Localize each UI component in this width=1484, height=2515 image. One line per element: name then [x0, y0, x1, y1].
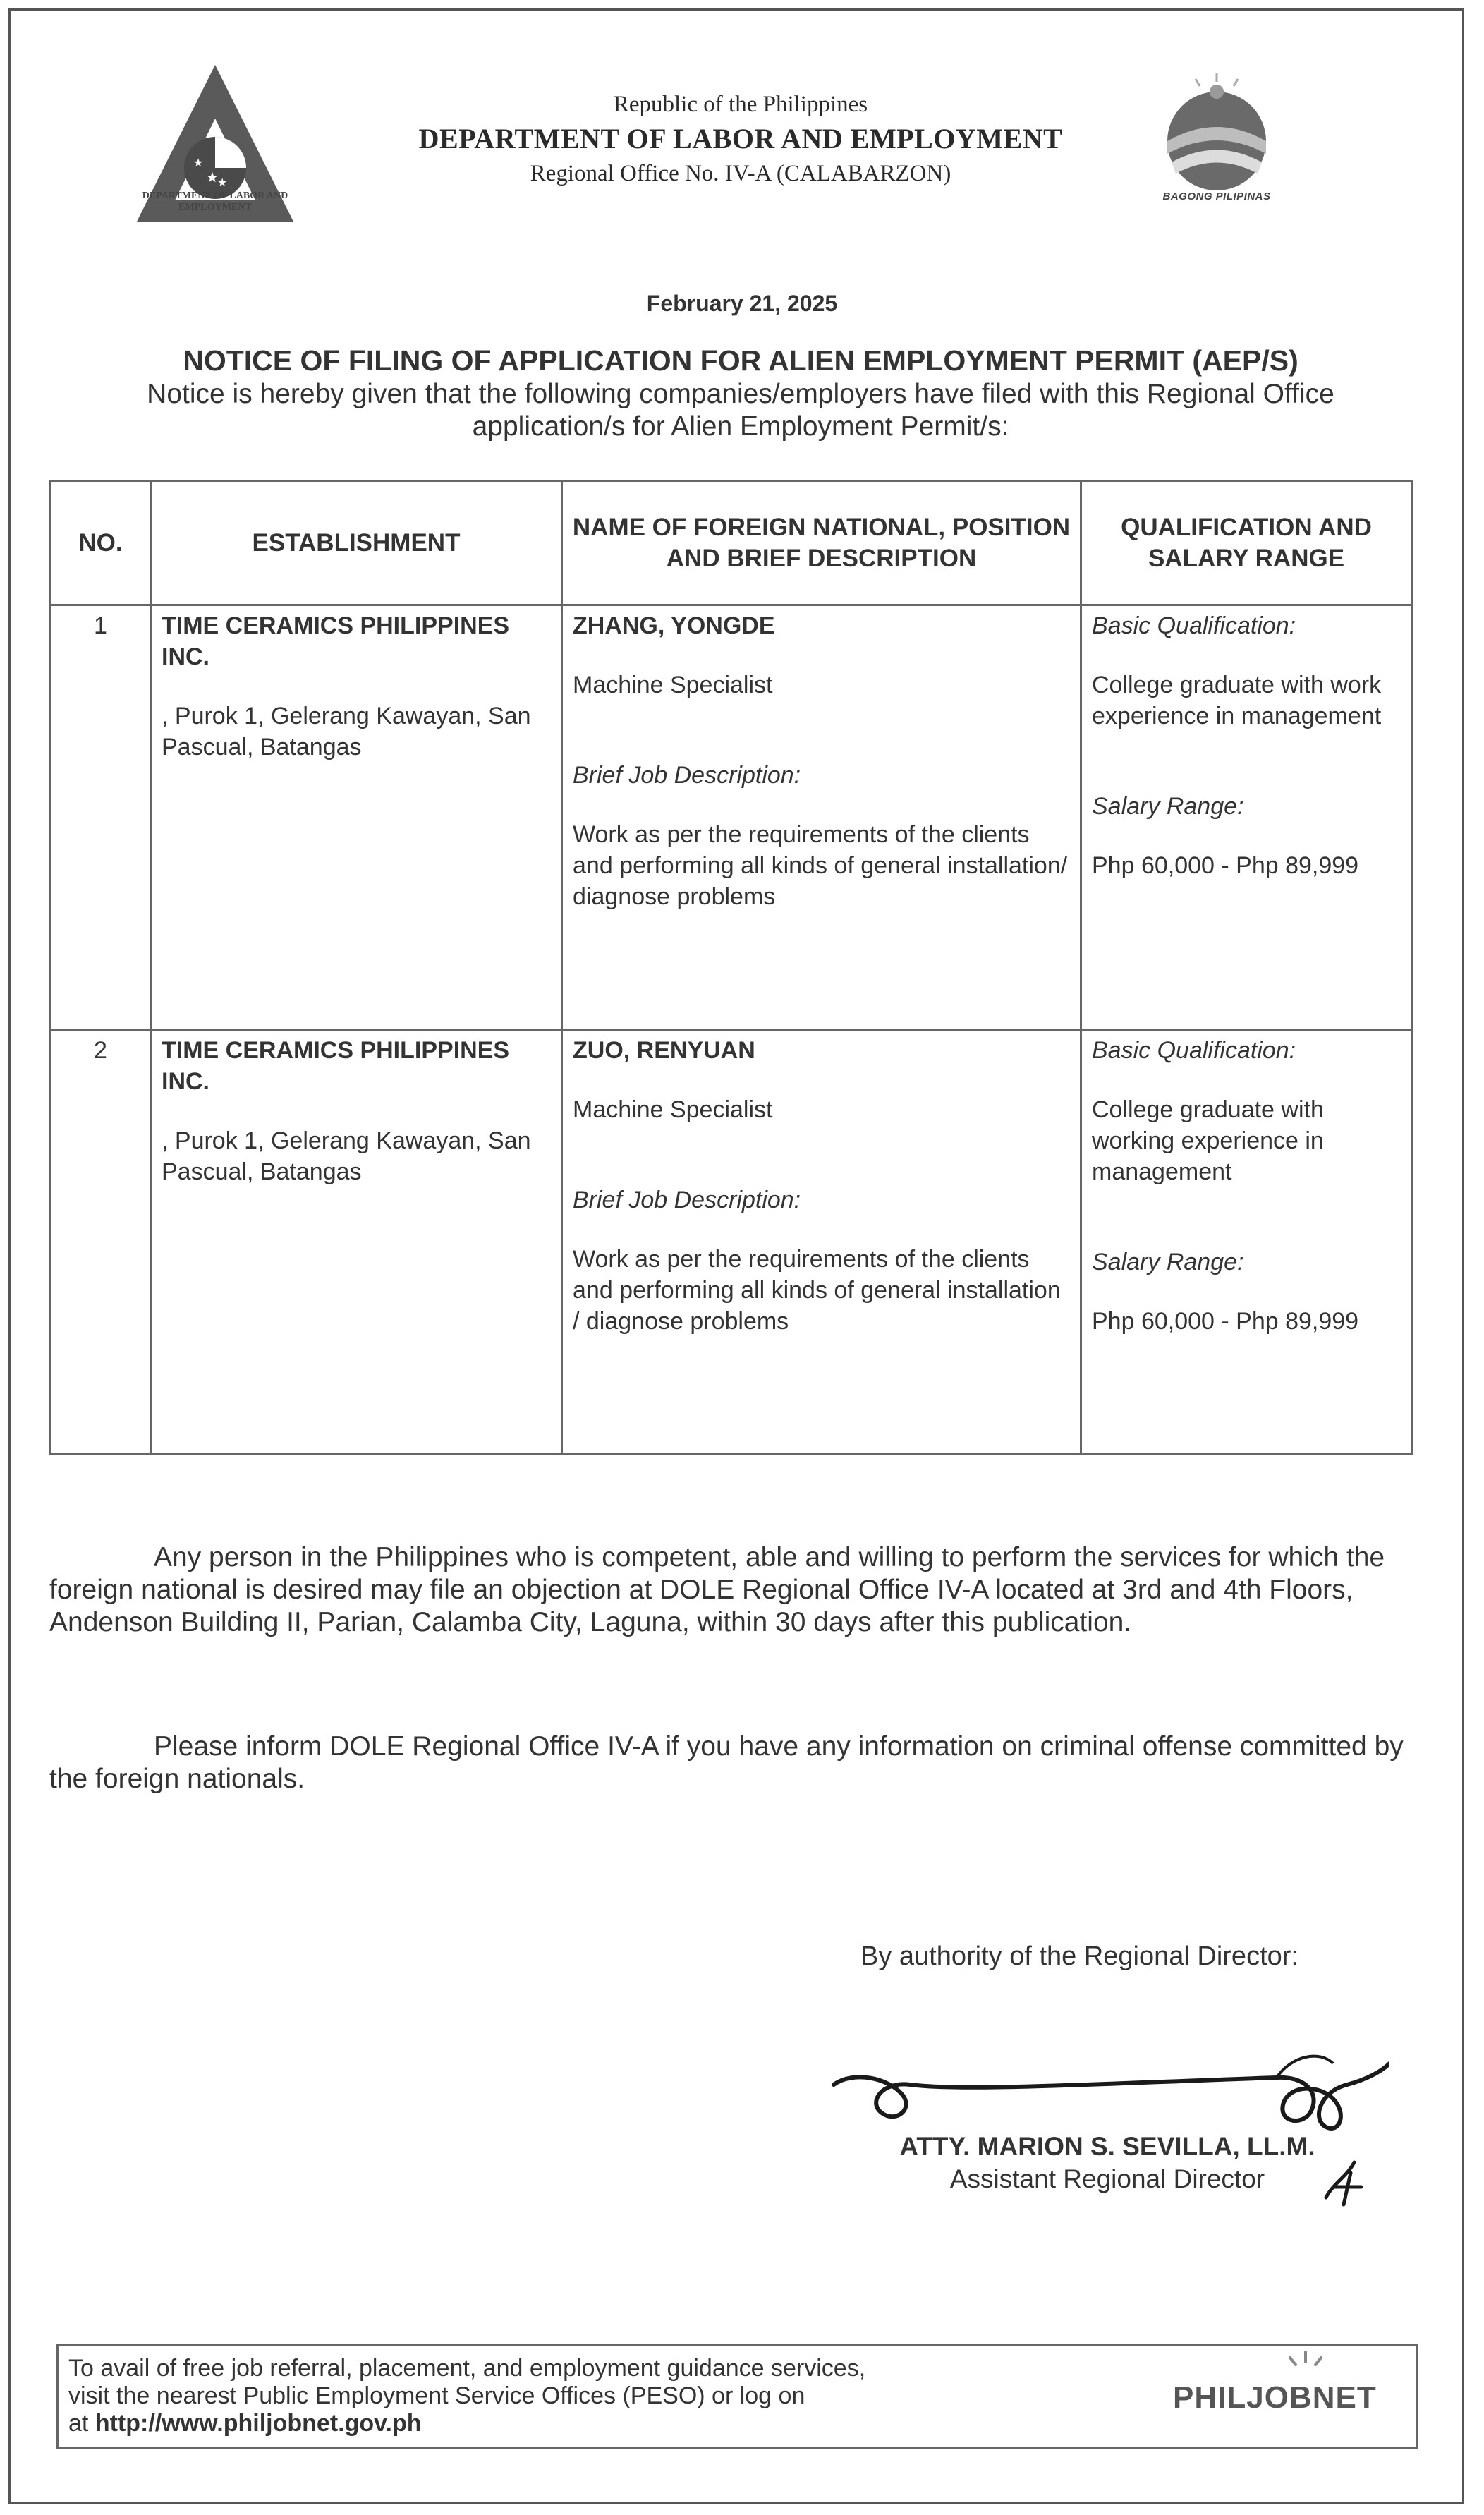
qualification-label: Basic Qualification: — [1092, 1037, 1296, 1064]
salary-range: Php 60,000 - Php 89,999 — [1092, 852, 1359, 879]
qualification: College graduate with working experience in management — [1092, 1096, 1324, 1185]
footer-line-2: visit the nearest Public Employment Service Offices (PESO) or log on — [68, 2382, 805, 2409]
footer-text — [68, 2355, 865, 2437]
position: Machine Specialist — [573, 672, 773, 698]
company-address: , Purok 1, Gelerang Kawayan, San Pascual, Batangas — [162, 1127, 531, 1185]
position: Machine Specialist — [573, 1096, 773, 1123]
job-description-label: Brief Job Description: — [573, 762, 801, 789]
notice-title: NOTICE OF FILING OF APPLICATION FOR ALIEN EMPLOYMENT PERMIT (AEP/S) — [183, 344, 1298, 377]
foreign-national-cell — [562, 1030, 1081, 1455]
table-header-row — [51, 481, 1412, 605]
salary-label: Salary Range: — [1092, 793, 1244, 820]
aep-table — [49, 480, 1413, 1455]
philjobnet-spark-icon — [1277, 2349, 1334, 2384]
objection-text: Any person in the Philippines who is competent, able and willing to perform the services for which the foreign national is desired may file an objection at DOLE Regional Office IV-A located at 3rd and 4th Floors, Andenson Building II, Parian, Calamba City, Laguna, within 30 days after this publication. — [49, 1542, 1385, 1637]
header-foreign-national: NAME OF FOREIGN NATIONAL, POSITION AND BRIEF DESCRIPTION — [562, 481, 1081, 605]
republic-line: Republic of the Philippines — [613, 92, 868, 117]
qualification: College graduate with work experience in management — [1092, 672, 1382, 729]
philjobnet-logo: PHILJOBNET — [1173, 2380, 1377, 2415]
salary-range: Php 60,000 - Php 89,999 — [1092, 1308, 1359, 1335]
row-number: 2 — [51, 1030, 151, 1455]
department-name: DEPARTMENT OF LABOR AND EMPLOYMENT — [418, 123, 1063, 154]
company-name: TIME CERAMICS PHILIPPINES INC. — [162, 1037, 510, 1095]
table-row — [51, 1030, 1412, 1455]
objection-paragraph — [49, 1541, 1432, 1639]
foreign-national-cell — [562, 605, 1081, 1030]
footer-line-3: at — [68, 2410, 95, 2437]
signer-title: Assistant Regional Director — [949, 2164, 1265, 2193]
job-description-label: Brief Job Description: — [573, 1187, 801, 1213]
establishment-cell — [151, 1030, 562, 1455]
notice-date: February 21, 2025 — [646, 291, 838, 316]
notice-intro: Notice is hereby given that the following companies/employers have filed with this Regional Office application/s for Alien Employment Permit/s: — [147, 379, 1334, 442]
regional-office: Regional Office No. IV-A (CALABARZON) — [530, 161, 951, 186]
company-address: , Purok 1, Gelerang Kawayan, San Pascual, Batangas — [162, 703, 531, 760]
job-description: Work as per the requirements of the clients and performing all kinds of general installation / diagnose problems — [573, 1246, 1061, 1335]
header-establishment: ESTABLISHMENT — [151, 481, 562, 605]
company-name: TIME CERAMICS PHILIPPINES INC. — [162, 612, 510, 670]
inform-paragraph — [49, 1731, 1432, 1795]
svg-text:★: ★ — [206, 169, 219, 186]
row-number: 1 — [51, 605, 151, 1030]
dole-logo-caption: DEPARTMENT OF LABOR AND EMPLOYMENT — [142, 190, 288, 212]
bagong-pilipinas-caption: BAGONG PILIPINAS — [1162, 190, 1271, 202]
svg-text:★: ★ — [217, 176, 228, 189]
letterhead — [353, 89, 1129, 189]
philjobnet-link[interactable]: http://www.philjobnet.gov.ph — [95, 2410, 422, 2437]
salary-label: Salary Range: — [1092, 1249, 1244, 1275]
job-description: Work as per the requirements of the clients and performing all kinds of general installation/ diagnose problems — [573, 821, 1068, 910]
foreign-national-name: ZUO, RENYUAN — [573, 1037, 755, 1064]
establishment-cell — [151, 605, 562, 1030]
foreign-national-name: ZHANG, YONGDE — [573, 612, 775, 639]
header-qualification: QUALIFICATION AND SALARY RANGE — [1081, 481, 1412, 605]
header-no: NO. — [51, 481, 151, 605]
authority-line: By authority of the Regional Director: — [860, 1941, 1298, 1971]
table-row — [51, 605, 1412, 1030]
qualification-label: Basic Qualification: — [1092, 612, 1296, 639]
qualification-cell — [1081, 1030, 1412, 1455]
footer-box — [56, 2344, 1418, 2449]
inform-text: Please inform DOLE Regional Office IV-A if you have any information on criminal offense committed by the foreign nationals. — [49, 1731, 1404, 1794]
bagong-pilipinas-logo-icon — [1146, 71, 1287, 205]
svg-text:★: ★ — [193, 156, 204, 169]
footer-line-1: To avail of free job referral, placement, and employment guidance services, — [68, 2355, 866, 2382]
qualification-cell — [1081, 605, 1412, 1030]
signer-name: ATTY. MARION S. SEVILLA, LL.M. — [899, 2132, 1315, 2161]
